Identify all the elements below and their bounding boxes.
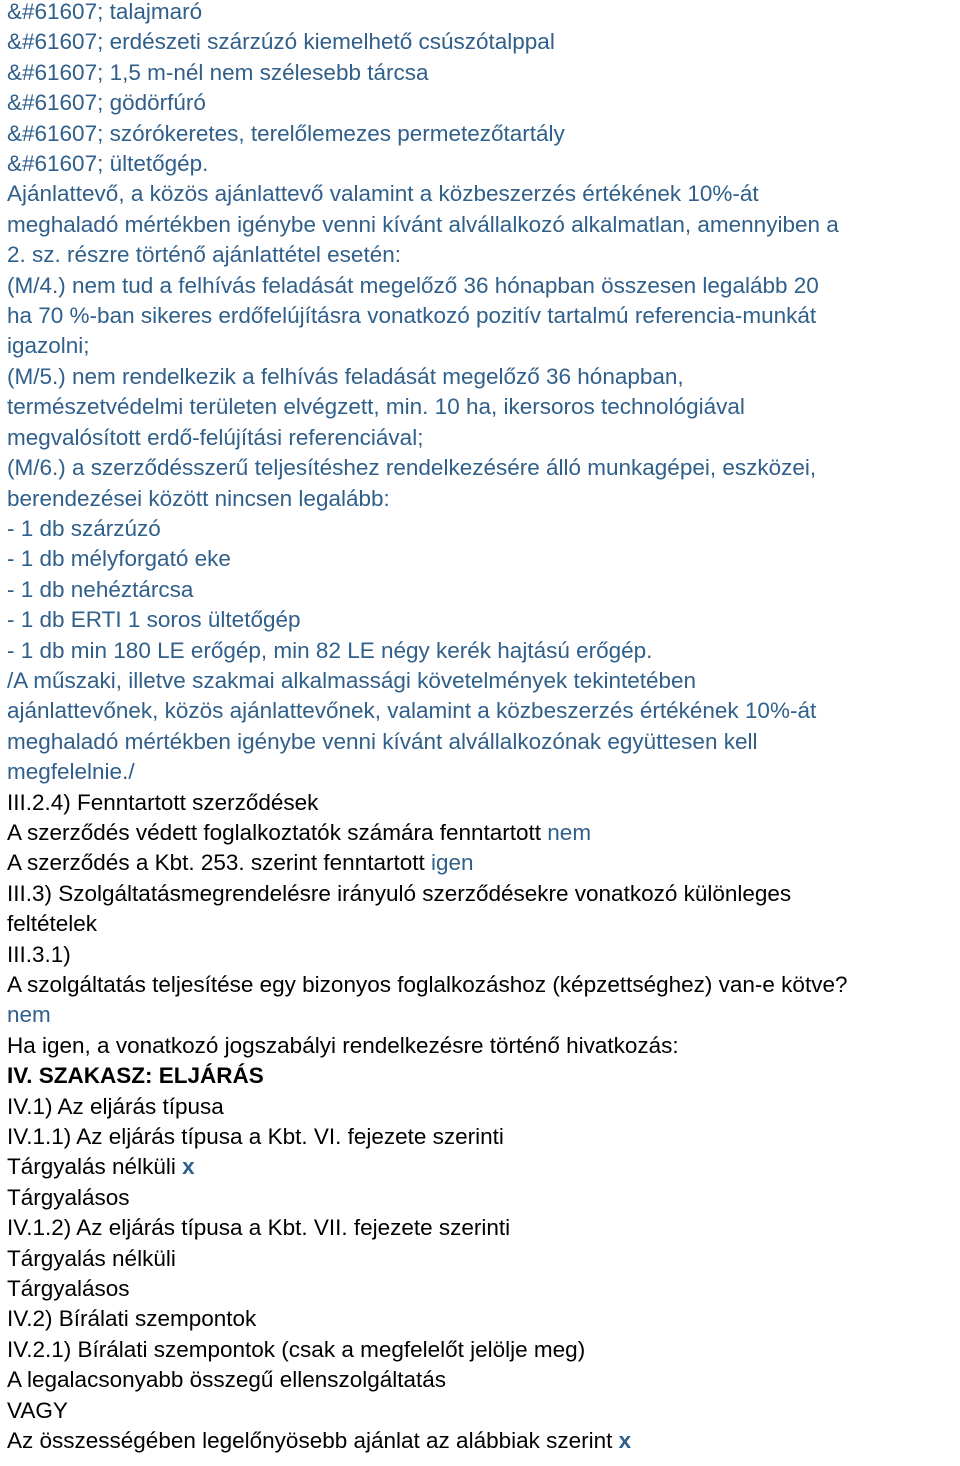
qualification-question: A szolgáltatás teljesítése egy bizonyos foglalkozáshoz (képzettséghez) van-e kötve? bbox=[7, 972, 848, 997]
evaluation-criteria-heading: IV.2) Bírálati szempontok bbox=[7, 1306, 257, 1332]
requirements-line: megvalósított erdő-felújítási referenciával; bbox=[7, 424, 424, 450]
reserved-contract-value-2: igen bbox=[430, 850, 474, 876]
qualification-answer: nem bbox=[7, 1002, 51, 1028]
requirements-line: megfelelnie./ bbox=[7, 759, 135, 785]
section-heading-III-3-line-2: feltételek bbox=[7, 911, 98, 937]
section-heading-III-3-line-1: III.3) Szolgáltatásmegrendelésre irányuló szerződésekre vonatkozó különleges bbox=[7, 880, 792, 906]
requirements-line: - 1 db szárzúzó bbox=[7, 515, 161, 541]
procedure-VI-option-1-label: Tárgyalás nélküli bbox=[7, 1154, 183, 1180]
evaluation-criteria-sub-heading: IV.2.1) Bírálati szempontok (csak a megfelelőt jelölje meg) bbox=[7, 1336, 586, 1362]
requirements-block bbox=[7, 179, 957, 787]
requirements-line: (M/5.) nem rendelkezik a felhívás feladását megelőző 36 hónapban, bbox=[7, 363, 684, 389]
equipment-list-item: &#61607; erdészeti szárzúzó kiemelhető csúszótalppal bbox=[7, 29, 555, 55]
procedure-VI-option-with-negotiation: Tárgyalásos bbox=[7, 1184, 130, 1210]
equipment-list-item: &#61607; szórókeretes, terelőlemezes permetezőtartály bbox=[7, 120, 565, 146]
criteria-option-best-value bbox=[7, 1426, 957, 1456]
procedure-chapter-VII-heading: IV.1.2) Az eljárás típusa a Kbt. VII. fejezete szerinti bbox=[7, 1215, 511, 1241]
procedure-VI-option-without-negotiation bbox=[7, 1152, 957, 1182]
reserved-contract-label-1: A szerződés védett foglalkoztatók számára fenntartott bbox=[7, 819, 548, 845]
criteria-or-separator: VAGY bbox=[7, 1397, 68, 1423]
equipment-list-item: &#61607; gödörfúró bbox=[7, 90, 206, 116]
equipment-list-item: &#61607; talajmaró bbox=[7, 0, 203, 24]
requirements-line: meghaladó mértékben igénybe venni kívánt alvállalkozó alkalmatlan, amennyiben a bbox=[7, 211, 839, 237]
requirements-line: (M/6.) a szerződésszerű teljesítéshez rendelkezésére álló munkagépei, eszközei, bbox=[7, 455, 817, 481]
requirements-line: igazolni; bbox=[7, 333, 90, 359]
criteria-option-lowest-price: A legalacsonyabb összegű ellenszolgáltatás bbox=[7, 1367, 447, 1393]
requirements-line: 2. sz. részre történő ajánlattétel esetén: bbox=[7, 242, 401, 268]
section-title-IV: IV. SZAKASZ: ELJÁRÁS bbox=[7, 1063, 264, 1089]
requirements-line: (M/4.) nem tud a felhívás feladását megelőző 36 hónapban összesen legalább 20 bbox=[7, 272, 819, 298]
procedure-VII-option-with-negotiation: Tárgyalásos bbox=[7, 1276, 130, 1302]
requirements-line: - 1 db mélyforgató eke bbox=[7, 546, 231, 572]
reserved-contract-value-1: nem bbox=[547, 819, 592, 845]
requirements-line: - 1 db ERTI 1 soros ültetőgép bbox=[7, 607, 301, 633]
requirements-line: - 1 db nehéztárcsa bbox=[7, 576, 194, 602]
document-page bbox=[7, 0, 957, 1457]
section-heading-III-2-4: III.2.4) Fenntartott szerződések bbox=[7, 789, 319, 815]
criteria-option-2-label: Az összességében legelőnyösebb ajánlat az alábbiak szerint bbox=[7, 1428, 619, 1454]
equipment-list bbox=[7, 0, 957, 179]
procedure-VI-option-1-mark: x bbox=[182, 1154, 195, 1180]
reserved-contract-row-2 bbox=[7, 848, 957, 878]
requirements-line: ha 70 %-ban sikeres erdőfelújításra vonatkozó pozitív tartalmú referencia-munkát bbox=[7, 303, 817, 329]
requirements-line: /A műszaki, illetve szakmai alkalmassági követelmények tekintetében bbox=[7, 667, 697, 693]
procedure-VII-option-without-negotiation: Tárgyalás nélküli bbox=[7, 1245, 176, 1271]
requirements-line: berendezései között nincsen legalább: bbox=[7, 485, 390, 511]
reserved-contract-row-1 bbox=[7, 818, 957, 848]
equipment-list-item: &#61607; 1,5 m-nél nem szélesebb tárcsa bbox=[7, 59, 429, 85]
reserved-contract-label-2: A szerződés a Kbt. 253. szerint fenntartott bbox=[7, 850, 431, 876]
requirements-line: Ajánlattevő, a közös ajánlattevő valamint a közbeszerzés értékének 10%-át bbox=[7, 181, 759, 207]
procedure-type-heading: IV.1) Az eljárás típusa bbox=[7, 1093, 224, 1119]
section-heading-III-3-1: III.3.1) bbox=[7, 941, 71, 967]
requirements-line: természetvédelmi területen elvégzett, min. 10 ha, ikersoros technológiával bbox=[7, 394, 745, 420]
criteria-option-2-mark: x bbox=[618, 1428, 632, 1454]
requirements-line: ajánlattevőnek, közös ajánlattevőnek, valamint a közbeszerzés értékének 10%-át bbox=[7, 698, 817, 724]
procedure-chapter-VI-heading: IV.1.1) Az eljárás típusa a Kbt. VI. fejezete szerinti bbox=[7, 1124, 504, 1150]
requirements-line: - 1 db min 180 LE erőgép, min 82 LE négy kerék hajtású erőgép. bbox=[7, 637, 653, 663]
equipment-list-item: &#61607; ültetőgép. bbox=[7, 151, 209, 177]
requirements-line: meghaladó mértékben igénybe venni kívánt alvállalkozónak együttesen kell bbox=[7, 728, 758, 754]
legal-reference-label: Ha igen, a vonatkozó jogszabályi rendelkezésre történő hivatkozás: bbox=[7, 1032, 679, 1058]
